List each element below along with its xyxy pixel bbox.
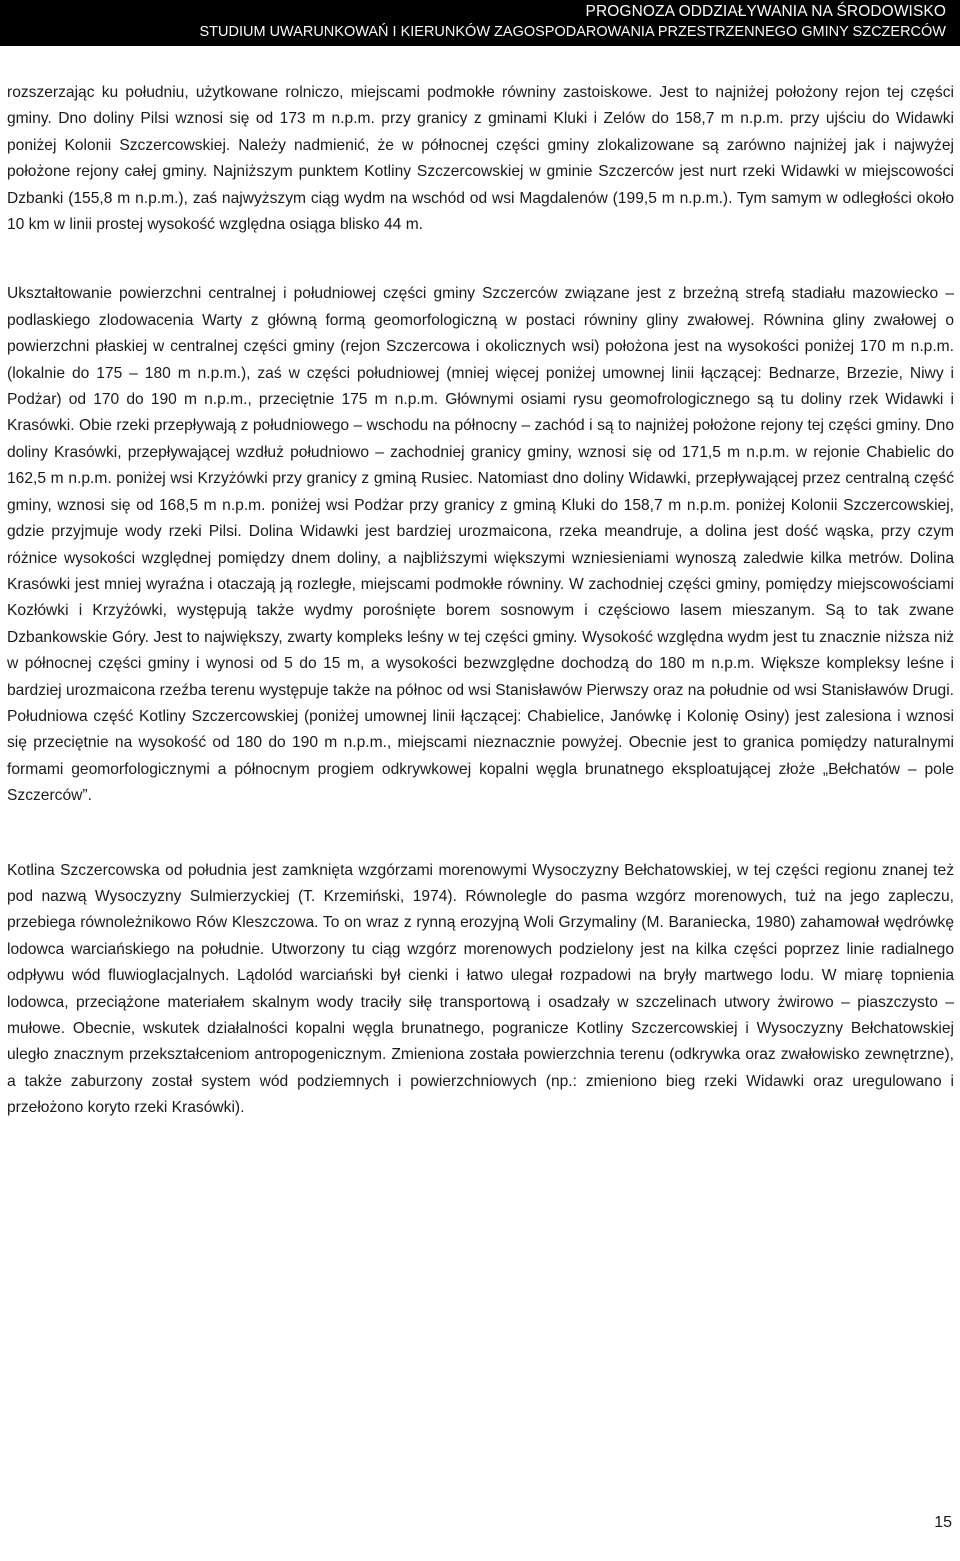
paragraph-1: rozszerzając ku południu, użytkowane rolniczo, miejscami podmokłe równiny zastoiskowe. Jest to najniżej położony rejon tej części gminy. Dno doliny Pilsi wznosi się od 173 m n.p.m. przy granicy z gminami Kluki i Zelów do 158,7 m n.p.m. przy ujściu do Widawki poniżej Kolonii Szczercowskiej. Należy nadmienić, że w północnej części gminy zlokalizowane są zarówno najniżej jak i najwyżej położone rejony całej gminy. Najniższym punktem Kotliny Szczercowskiej w gminie Szczerców jest nurt rzeki Widawki w miejscowości Dzbanki (155,8 m n.p.m.), zaś najwyższym ciąg wydm na wschód od wsi Magdalenów (199,5 m n.p.m.). Tym samym w odległości około 10 km w linii prostej wysokość względna osiąga blisko 44 m. — [7, 84, 954, 234]
page-header — [0, 0, 960, 46]
paragraph-3: Kotlina Szczercowska od południa jest zamknięta wzgórzami morenowymi Wysoczyzny Bełchatowskiej, w tej części regionu znanej też pod nazwą Wysoczyzny Sulmierzyckiej (T. Krzemiński, 1974). Równolegle do pasma wzgórz morenowych, tuż na jego zapleczu, przebiega równoleżnikowo Rów Kleszczowa. To on wraz z rynną erozyjną Woli Grzymaliny (M. Baraniecka, 1980) zahamował wędrówkę lodowca warciańskiego na południe. Utworzony tu ciąg wzgórz morenowych podzielony jest na kilka części poprzez linie radialnego odpływu wód fluwioglacjalnych. Lądolód warciański był cienki i łatwo ulegał rozpadowi na bryły martwego lodu. W miarę topnienia lodowca, przeciążone materiałem skalnym wody traciły siłę transportową i osadzały w szczelinach utwory żwirowo – piaszczysto – mułowe. Obecnie, wskutek działalności kopalni węgla brunatnego, pogranicze Kotliny Szczercowskiej i Wysoczyzny Bełchatowskiej uległo znacznym przekształceniom antropogenicznym. Zmieniona została powierzchnia terenu (odkrywka oraz zwałowisko zewnętrzne), a także zaburzony został system wód podziemnych i powierzchniowych (np.: zmieniono bieg rzeki Widawki oraz uregulowano i przełożono koryto rzeki Krasówki). — [7, 861, 954, 1117]
paragraph-2: Ukształtowanie powierzchni centralnej i południowej części gminy Szczerców związane jest z brzeżną strefą stadiału mazowiecko – podlaskiego zlodowacenia Warty z główną formą geomorfologiczną w postaci równiny gliny zwałowej. Równina gliny zwałowej o powierzchni płaskiej w centralnej części gminy (rejon Szczercowa i okolicznych wsi) położona jest na wysokości poniżej 170 m n.p.m. (lokalnie do 175 – 180 m n.p.m.), zaś w części południowej (mniej więcej poniżej umownej linii łączącej: Bednarze, Brzezie, Niwy i Podżar) od 170 do 190 m n.p.m., przeciętnie 175 m n.p.m. Głównymi osiami rysu geomofrologicznego są tu doliny rzek Widawki i Krasówki. Obie rzeki przepływają z południowego – wschodu na północny – zachód i są to najniżej położone rejony tej części gminy. Dno doliny Krasówki, przepływającej wzdłuż południowo – zachodniej granicy gminy, wznosi się od 171,5 m n.p.m. w rejonie Chabielic do 162,5 m n.p.m. poniżej wsi Krzyżówki przy granicy z gminą Rusiec. Natomiast dno doliny Widawki, przepływającej przez centralną część gminy, wznosi się od 168,5 m n.p.m. poniżej wsi Podżar przy granicy z gminą Kluki do 158,7 m n.p.m. poniżej Kolonii Szczercowskiej, gdzie przyjmuje wody rzeki Pilsi. Dolina Widawki jest bardziej urozmaicona, rzeka meandruje, a dolina jest dość wąska, przy czym różnice wysokości względnej pomiędzy dnem doliny, a najbliższymi większymi wzniesieniami wynoszą zaledwie kilka metrów. Dolina Krasówki jest mniej wyraźna i otaczają ją rozległe, miejscami podmokłe równiny. W zachodniej części gminy, pomiędzy miejscowościami Kozłówki i Krzyżówki, występują także wydmy porośnięte borem sosnowym i częściowo lasem mieszanym. Są to tak zwane Dzbankowskie Góry. Jest to największy, zwarty kompleks leśny w tej części gminy. Wysokość względna wydm jest tu znacznie niższa niż w północnej części gminy i wynosi od 5 do 15 m, a wysokości bezwzględne dochodzą do 180 m n.p.m. Większe kompleksy leśne i bardziej urozmaicona rzeźba terenu występuje także na północ od wsi Stanisławów Pierwszy oraz na południe od wsi Stanisławów Drugi. Południowa część Kotliny Szczercowskiej (poniżej umownej linii łączącej: Chabielice, Janówkę i Kolonię Osiny) jest zalesiona i wznosi się przeciętnie na wysokość od 180 do 190 m n.p.m., miejscami nieznacznie powyżej. Obecnie jest to granica pomiędzy naturalnymi formami geomorfologicznymi a północnym progiem odkrywkowej kopalni węgla brunatnego eksploatującej złoże „Bełchatów – pole Szczerców”. — [7, 285, 954, 805]
page-number: 15 — [934, 1514, 952, 1531]
header-subtitle: STUDIUM UWARUNKOWAŃ I KIERUNKÓW ZAGOSPODAROWANIA PRZESTRZENNEGO GMINY SZCZERCÓW — [199, 24, 946, 40]
header-title: PROGNOZA ODDZIAŁYWANIA NA ŚRODOWISKO — [585, 3, 946, 20]
document-body — [7, 80, 954, 1122]
